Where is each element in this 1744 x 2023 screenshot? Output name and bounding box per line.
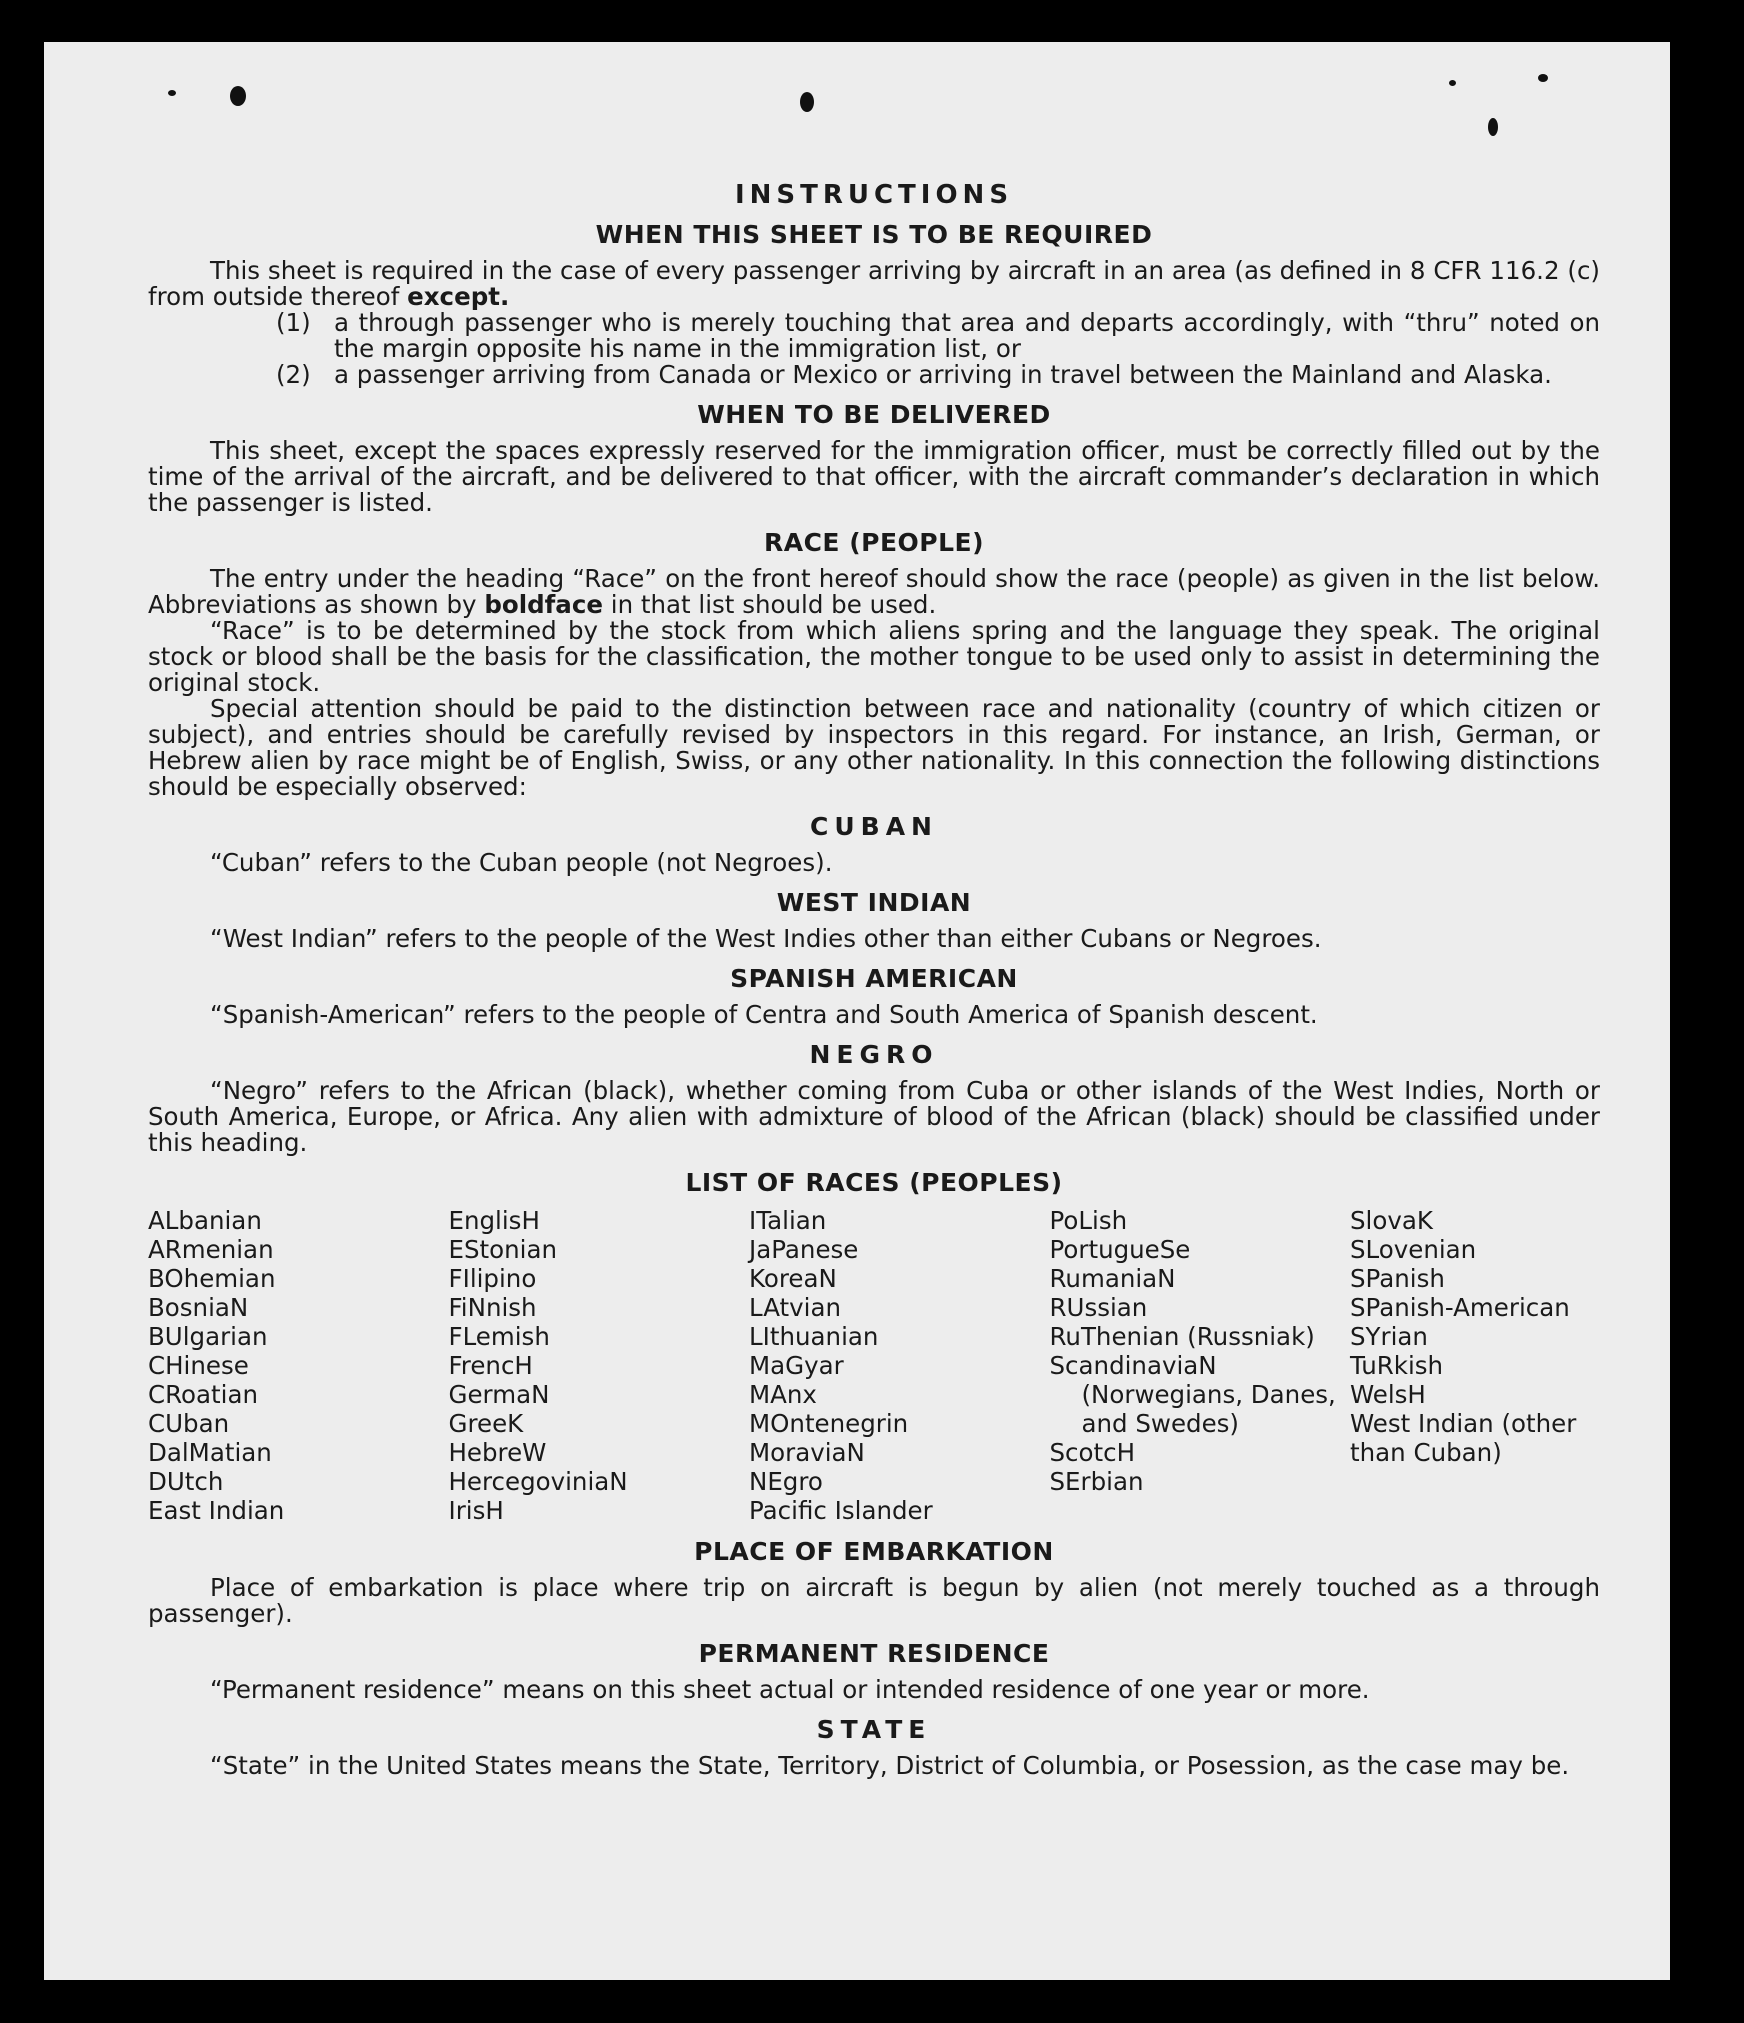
heading-cuban: CUBAN — [810, 812, 938, 841]
race-item: LIthuanian — [749, 1322, 879, 1351]
race-item: MoraviaN — [749, 1438, 865, 1467]
race-item: BUlgarian — [148, 1322, 268, 1351]
ink-speck — [230, 86, 246, 106]
race-paragraph-1: The entry under the heading “Race” on the front hereof should show the race (people) as given in the list below. Abbreviations as shown by boldface in that list should be used. — [148, 564, 1600, 619]
race-item: DalMatian — [148, 1438, 272, 1467]
heading-when-required: WHEN THIS SHEET IS TO BE REQUIRED — [595, 220, 1153, 249]
races-column — [1350, 1206, 1600, 1525]
races-column — [749, 1206, 1049, 1525]
race-item: KoreaN — [749, 1264, 837, 1293]
instructions-content — [148, 182, 1600, 1779]
page-title: INSTRUCTIONS — [734, 180, 1014, 210]
ink-speck — [1538, 74, 1548, 82]
race-item: EnglisH — [448, 1206, 540, 1235]
race-item: BOhemian — [148, 1264, 276, 1293]
race-paragraph-2: “Race” is to be determined by the stock from which aliens spring and the language they speak. The original stock or blood shall be the basis for the classification, the mother tongue to be used only to assist in determining the original stock. — [148, 616, 1600, 697]
ink-speck — [1488, 118, 1498, 136]
cuban-text: “Cuban” refers to the Cuban people (not Negroes). — [210, 848, 833, 877]
race-item: NEgro — [749, 1467, 823, 1496]
heading-when-delivered: WHEN TO BE DELIVERED — [697, 400, 1051, 429]
race-item: MAnx — [749, 1380, 817, 1409]
race-item: FLemish — [448, 1322, 550, 1351]
race-item: HebreW — [448, 1438, 547, 1467]
race-item: FrencH — [448, 1351, 533, 1380]
heading-permanent-residence: PERMANENT RESIDENCE — [698, 1639, 1050, 1668]
race-item: MaGyar — [749, 1351, 844, 1380]
west-indian-text: “West Indian” refers to the people of the West Indies other than either Cubans or Negroes. — [210, 924, 1322, 953]
race-item: JaPanese — [749, 1235, 859, 1264]
race-item: SErbian — [1049, 1467, 1144, 1496]
race-item: Pacific Islander — [749, 1496, 933, 1525]
heading-race: RACE (PEOPLE) — [763, 528, 985, 557]
negro-text: “Negro” refers to the African (black), whether coming from Cuba or other islands of the West Indies, North or South America, Europe, or Africa. Any alien with admixture of blood of the African (black) should be classified under this heading. — [148, 1076, 1600, 1157]
race-item: DUtch — [148, 1467, 224, 1496]
races-column — [148, 1206, 448, 1525]
list-item: (1) a through passenger who is merely touching that area and departs accordingly, with “thru” noted on the margin opposite his name in the immigration list, or — [276, 308, 1600, 363]
heading-west-indian: WEST INDIAN — [776, 888, 972, 917]
race-item: FiNnish — [448, 1293, 537, 1322]
ink-speck — [800, 92, 814, 112]
races-column — [1050, 1206, 1350, 1525]
permanent-residence-text: “Permanent residence” means on this sheet actual or intended residence of one year or more. — [210, 1675, 1370, 1704]
race-item: CHinese — [148, 1351, 249, 1380]
race-item: GermaN — [448, 1380, 550, 1409]
race-item: MOntenegrin — [749, 1409, 909, 1438]
list-item: (2) a passenger arriving from Canada or Mexico or arriving in travel between the Mainland and Alaska. — [276, 360, 1552, 389]
race-item: ITalian — [749, 1206, 827, 1235]
races-column — [449, 1206, 749, 1525]
race-item: PoLish — [1049, 1206, 1128, 1235]
heading-spanish-american: SPANISH AMERICAN — [730, 964, 1018, 993]
race-item: West Indian (other than Cuban) — [1350, 1409, 1577, 1467]
document-sheet — [44, 42, 1670, 1980]
race-item: SLovenian — [1350, 1235, 1477, 1264]
race-item: WelsH — [1350, 1380, 1426, 1409]
when-delivered-text: This sheet, except the spaces expressly reserved for the immigration officer, must be correctly filled out by the time of the arrival of the aircraft, and be delivered to that officer, with the aircraft commander’s declaration in which the passenger is listed. — [148, 436, 1600, 517]
race-item: ScotcH — [1049, 1438, 1136, 1467]
race-item: GreeK — [448, 1409, 524, 1438]
race-item: EStonian — [448, 1235, 558, 1264]
race-item: RUssian — [1049, 1293, 1148, 1322]
race-item: FIlipino — [448, 1264, 537, 1293]
race-item: CRoatian — [148, 1380, 258, 1409]
race-item: SlovaK — [1350, 1206, 1433, 1235]
race-item: ScandinaviaN — [1049, 1351, 1217, 1380]
race-item: PortugueSe — [1049, 1235, 1191, 1264]
race-item: TuRkish — [1350, 1351, 1444, 1380]
when-required-intro: This sheet is required in the case of every passenger arriving by aircraft in an area (as defined in 8 CFR 116.2 (c) from outside thereof except. — [148, 256, 1600, 311]
spanish-american-text: “Spanish-American” refers to the people of Centra and South America of Spanish descent. — [210, 1000, 1318, 1029]
race-item: BosniaN — [148, 1293, 249, 1322]
race-paragraph-3: Special attention should be paid to the distinction between race and nationality (country of which citizen or subject), and entries should be carefully revised by inspectors in this regard. For instance, an Irish, German, or Hebrew alien by race might be of English, Swiss, or any other nationality. In this connection the following distinctions should be especially observed: — [148, 694, 1600, 801]
heading-list-of-races: LIST OF RACES (PEOPLES) — [685, 1168, 1063, 1197]
race-item-note: (Norwegians, Danes, and Swedes) — [1081, 1380, 1336, 1438]
race-item: SPanish — [1350, 1264, 1445, 1293]
race-item: ALbanian — [148, 1206, 262, 1235]
race-item: ARmenian — [148, 1235, 274, 1264]
race-item: RumaniaN — [1049, 1264, 1176, 1293]
heading-negro: NEGRO — [809, 1040, 939, 1069]
race-item: East Indian — [148, 1496, 285, 1525]
heading-embarkation: PLACE OF EMBARKATION — [694, 1537, 1054, 1566]
races-table — [148, 1206, 1600, 1525]
state-text: “State” in the United States means the State, Territory, District of Columbia, or Posession, as the case may be. — [210, 1751, 1570, 1780]
race-item: SPanish-American — [1350, 1293, 1570, 1322]
race-item: HercegoviniaN — [448, 1467, 628, 1496]
embarkation-text: Place of embarkation is place where trip on aircraft is begun by alien (not merely touched as a through passenger). — [148, 1573, 1600, 1628]
race-item: SYrian — [1350, 1322, 1428, 1351]
ink-speck — [1449, 80, 1456, 86]
race-item: LAtvian — [749, 1293, 841, 1322]
ink-speck — [168, 90, 176, 96]
heading-state: STATE — [816, 1715, 932, 1744]
race-item: RuThenian (Russniak) — [1049, 1322, 1315, 1351]
race-item: IrisH — [448, 1496, 504, 1525]
race-item: CUban — [148, 1409, 230, 1438]
exception-list — [276, 310, 1600, 388]
